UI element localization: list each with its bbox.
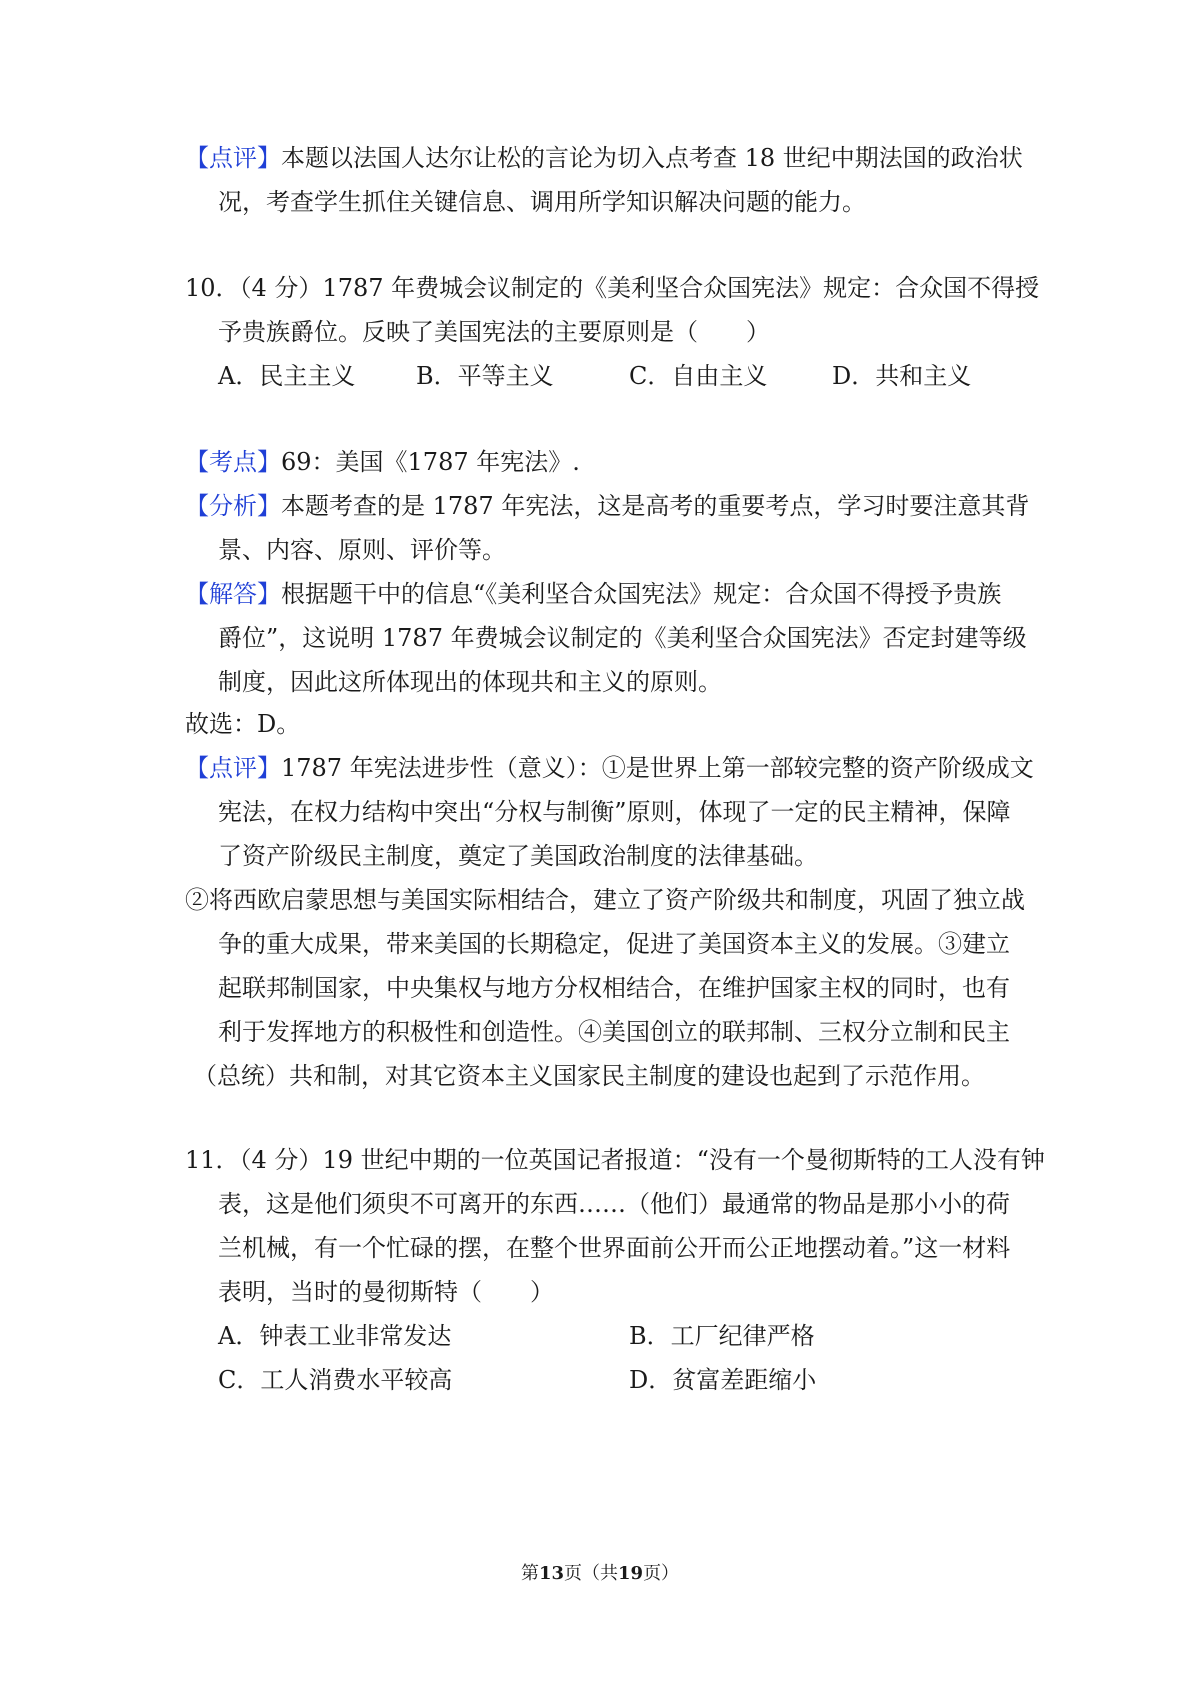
kaodian-tag: 【考点】 (185, 448, 281, 476)
question-10-option-c: C．自由主义 (629, 362, 768, 390)
dianping-text: 1787 年宪法进步性（意义）：①是世界上第一部较完整的资产阶级成文 (281, 754, 1034, 782)
comment-tag: 【点评】 (185, 144, 281, 172)
question-10-stem-line-2: 予贵族爵位。反映了美国宪法的主要原则是（ ） (218, 318, 770, 346)
comment-block-line-1 (185, 142, 1023, 174)
dianping-line-4: ②将西欧启蒙思想与美国实际相结合，建立了资产阶级共和制度，巩固了独立战 (185, 886, 1025, 914)
comment-text: 本题以法国人达尔让松的言论为切入点考查 18 世纪中期法国的政治状 (281, 144, 1023, 172)
kaodian-text: 69：美国《1787 年宪法》. (281, 448, 580, 476)
jieda-line-1 (185, 578, 1001, 610)
dianping-line-8: （总统）共和制，对其它资本主义国家民主制度的建设也起到了示范作用。 (193, 1062, 985, 1090)
fenxi-line-2: 景、内容、原则、评价等。 (218, 536, 506, 564)
question-11-stem-line-2: 表，这是他们须臾不可离开的东西……（他们）最通常的物品是那小小的荷 (218, 1190, 1010, 1218)
comment-block-line-2: 况，考查学生抓住关键信息、调用所学知识解决问题的能力。 (218, 188, 866, 216)
dianping-line-6: 起联邦制国家，中央集权与地方分权相结合，在维护国家主权的同时，也有 (218, 974, 1010, 1002)
jieda-tag: 【解答】 (185, 580, 281, 608)
question-10-option-d: D．共和主义 (832, 362, 972, 390)
question-11-option-c: C．工人消费水平较高 (218, 1366, 453, 1394)
footer-total-pages: 19 (618, 1563, 644, 1584)
question-10-option-a: A．民主主义 (218, 362, 356, 390)
dianping-tag: 【点评】 (185, 754, 281, 782)
footer-page-number: 13 (538, 1563, 564, 1584)
dianping-line-5: 争的重大成果，带来美国的长期稳定，促进了美国资本主义的发展。③建立 (218, 930, 1010, 958)
fenxi-tag: 【分析】 (185, 492, 281, 520)
dianping-line-7: 利于发挥地方的积极性和创造性。④美国创立的联邦制、三权分立制和民主 (218, 1018, 1010, 1046)
answer-line: 故选：D。 (185, 710, 301, 738)
dianping-line-2: 宪法，在权力结构中突出“分权与制衡”原则，体现了一定的民主精神，保障 (218, 798, 1011, 826)
dianping-line-3: 了资产阶级民主制度，奠定了美国政治制度的法律基础。 (218, 842, 818, 870)
page-footer (0, 1562, 1200, 1586)
question-11-option-a: A．钟表工业非常发达 (218, 1322, 452, 1350)
fenxi-line-1 (185, 490, 1029, 522)
question-10-stem-line-1: 10．（4 分）1787 年费城会议制定的《美利坚合众国宪法》规定：合众国不得授 (185, 274, 1040, 302)
jieda-line-2: 爵位”，这说明 1787 年费城会议制定的《美利坚合众国宪法》否定封建等级 (218, 624, 1027, 652)
fenxi-text: 本题考查的是 1787 年宪法，这是高考的重要考点，学习时要注意其背 (281, 492, 1030, 520)
footer-pre: 第 (520, 1563, 539, 1584)
dianping-line-1 (185, 752, 1034, 784)
footer-mid: 页（共 (564, 1563, 618, 1584)
jieda-line-3: 制度，因此这所体现出的体现共和主义的原则。 (218, 668, 722, 696)
footer-post: 页） (643, 1563, 680, 1584)
question-10-option-b: B．平等主义 (416, 362, 554, 390)
question-11-option-b: B．工厂纪律严格 (629, 1322, 815, 1350)
question-11-stem-line-1: 11．（4 分）19 世纪中期的一位英国记者报道：“没有一个曼彻斯特的工人没有钟 (185, 1146, 1045, 1174)
question-11-stem-line-4: 表明，当时的曼彻斯特（ ） (218, 1278, 554, 1306)
jieda-text: 根据题干中的信息“《美利坚合众国宪法》规定：合众国不得授予贵族 (281, 580, 1002, 608)
question-11-stem-line-3: 兰机械，有一个忙碌的摆，在整个世界面前公开而公正地摆动着。”这一材料 (218, 1234, 1011, 1262)
question-11-option-d: D．贫富差距缩小 (629, 1366, 817, 1394)
kaodian-line (185, 446, 580, 478)
